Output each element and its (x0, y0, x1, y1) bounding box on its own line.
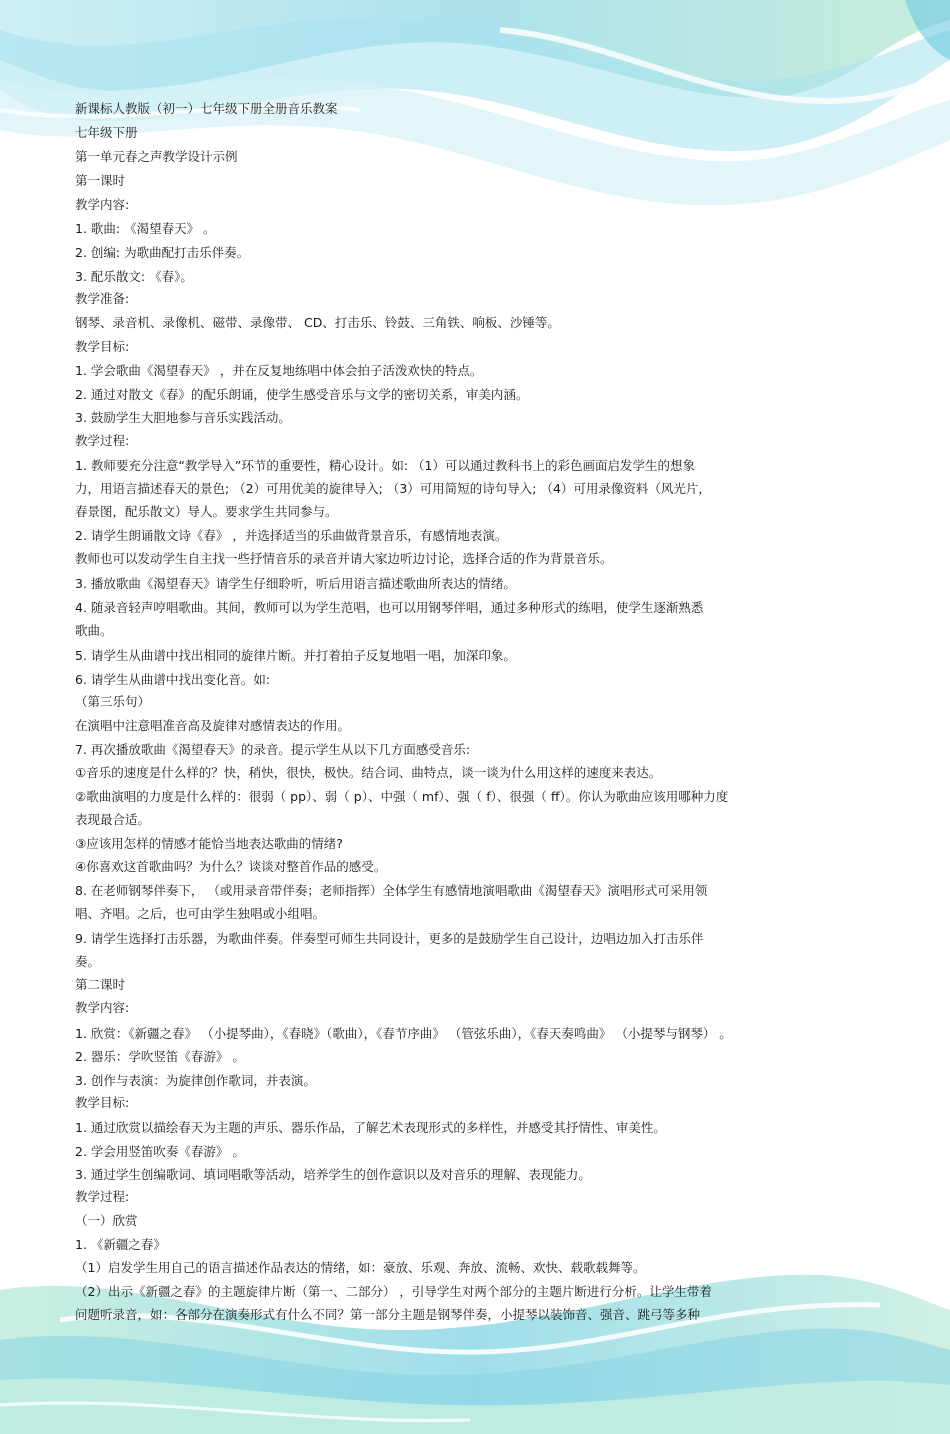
text-line: 1. 歌曲: 《渴望春天》 。 (75, 221, 216, 236)
text-line: 歌曲。 (75, 623, 113, 638)
subsection-heading: （一）欣赏 (75, 1213, 138, 1228)
text-line: 教师也可以发动学生自主找一些抒情音乐的录音并请大家边听边讨论，选择合适的作为背景音乐。 (75, 551, 613, 566)
text-line: 1. 通过欣赏以描绘春天为主题的声乐、器乐作品，了解艺术表现形式的多样性，并感受其抒情性、审美性。 (75, 1120, 666, 1135)
section-heading: 教学目标: (75, 339, 130, 354)
text-line: 春景图，配乐散文）导人。要求学生共同参与。 (75, 504, 338, 519)
text-line: 表现最合适。 (75, 812, 151, 827)
unit-heading: 第一单元春之声教学设计示例 (75, 149, 238, 164)
text-line: 唱、齐唱。之后，也可由学生独唱或小组唱。 (75, 906, 326, 921)
text-line: 2. 请学生朗诵散文诗《春》 ，并选择适当的乐曲做背景音乐，有感情地表演。 (75, 528, 508, 543)
text-line: 4. 随录音轻声哼唱歌曲。其间，教师可以为学生范唱，也可以用钢琴伴唱，通过多种形式的练唱，使学生逐渐熟悉 (75, 600, 704, 615)
text-line: 力，用语言描述春天的景色; （2）可用优美的旋律导入; （3）可用简短的诗句导入; （4）可用录像资料（风光片， (75, 481, 711, 496)
text-line: 1. 教师要充分注意“教学导入”环节的重要性，精心设计。如: （1）可以通过教科书上的彩色画面启发学生的想象 (75, 458, 695, 473)
section-heading: 教学过程: (75, 433, 130, 448)
text-line: ②歌曲演唱的力度是什么样的：很弱（ pp）、弱（ p）、中强（ mf）、强（ f）、很强（ ff）。你认为歌曲应该用哪种力度 (75, 789, 729, 804)
grade-heading: 七年级下册 (75, 125, 138, 140)
text-line: 2. 器乐：学吹竖笛《春游》 。 (75, 1049, 245, 1064)
text-line: 3. 配乐散文: 《春》。 (75, 269, 193, 284)
text-line: 2. 创编: 为歌曲配打击乐伴奏。 (75, 245, 250, 260)
section-heading: 教学目标: (75, 1095, 130, 1110)
text-line: 3. 创作与表演：为旋律创作歌词，并表演。 (75, 1073, 316, 1088)
text-line: 奏。 (75, 954, 101, 969)
section-heading: 教学过程: (75, 1189, 130, 1204)
text-line: 3. 鼓励学生大胆地参与音乐实践活动。 (75, 410, 291, 425)
text-line: （第三乐句） (75, 694, 151, 709)
text-line: 5. 请学生从曲谱中找出相同的旋律片断。并打着拍子反复地唱一唱，加深印象。 (75, 648, 516, 663)
text-line: ④你喜欢这首歌曲吗？为什么？谈谈对整首作品的感受。 (75, 859, 387, 874)
text-line: 在演唱中注意唱准音高及旋律对感情表达的作用。 (75, 718, 351, 733)
section-heading: 教学内容: (75, 1000, 130, 1015)
text-line: 1. 学会歌曲《渴望春天》 ，并在反复地练唱中体会拍子活泼欢快的特点。 (75, 363, 483, 378)
section-heading: 教学内容: (75, 197, 130, 212)
text-line: 7. 再次播放歌曲《渴望春天》的录音。提示学生从以下几方面感受音乐: (75, 742, 471, 757)
text-line: 2. 学会用竖笛吹奏《春游》 。 (75, 1144, 245, 1159)
text-line: 钢琴、录音机、录像机、磁带、录像带、 CD、打击乐、铃鼓、三角铁、响板、沙锤等。 (75, 315, 560, 330)
text-line: 8. 在老师钢琴伴奏下， （或用录音带伴奏；老师指挥）全体学生有感情地演唱歌曲《渴望春天》演唱形式可采用领 (75, 883, 708, 898)
text-line: （2）出示《新疆之春》的主题旋律片断（第一、二部分） ，引导学生对两个部分的主题片断进行分析。让学生带着 (75, 1284, 712, 1299)
lesson-heading: 第二课时 (75, 977, 126, 992)
text-line: 6. 请学生从曲谱中找出变化音。如: (75, 672, 271, 687)
text-line: 3. 通过学生创编歌词、填词唱歌等活动，培养学生的创作意识以及对音乐的理解、表现能力。 (75, 1167, 591, 1182)
section-heading: 教学准备: (75, 291, 130, 306)
text-line: 1. 《新疆之春》 (75, 1237, 166, 1252)
text-line: 1. 欣赏：《新疆之春》 （小提琴曲），《春晓》（歌曲），《春节序曲》 （管弦乐曲），《春天奏鸣曲》 （小提琴与钢琴） 。 (75, 1026, 732, 1041)
lesson-heading: 第一课时 (75, 173, 126, 188)
text-line: 3. 播放歌曲《渴望春天》请学生仔细聆听，听后用语言描述歌曲所表达的情绪。 (75, 576, 516, 591)
text-line: 9. 请学生选择打击乐器，为歌曲伴奏。伴奏型可师生共同设计，更多的是鼓励学生自己设计，边唱边加入打击乐伴 (75, 931, 704, 946)
text-line: ①音乐的速度是什么样的？快，稍快，很快，极快。结合词、曲特点，谈一谈为什么用这样的速度来表达。 (75, 765, 662, 780)
text-line: 问题听录音，如：各部分在演奏形式有什么不同？第一部分主题是钢琴伴奏，小提琴以装饰音、强音、跳弓等多种 (75, 1307, 701, 1322)
text-line: ③应该用怎样的情感才能恰当地表达歌曲的情绪? (75, 836, 343, 851)
document-title: 新课标人教版（初一）七年级下册全册音乐教案 (75, 101, 338, 116)
text-line: （1）启发学生用自己的语言描述作品表达的情绪，如：豪放、乐观、奔放、流畅、欢快、载歌载舞等。 (75, 1260, 646, 1275)
text-line: 2. 通过对散文《春》的配乐朗诵，使学生感受音乐与文学的密切关系，审美内涵。 (75, 387, 529, 402)
